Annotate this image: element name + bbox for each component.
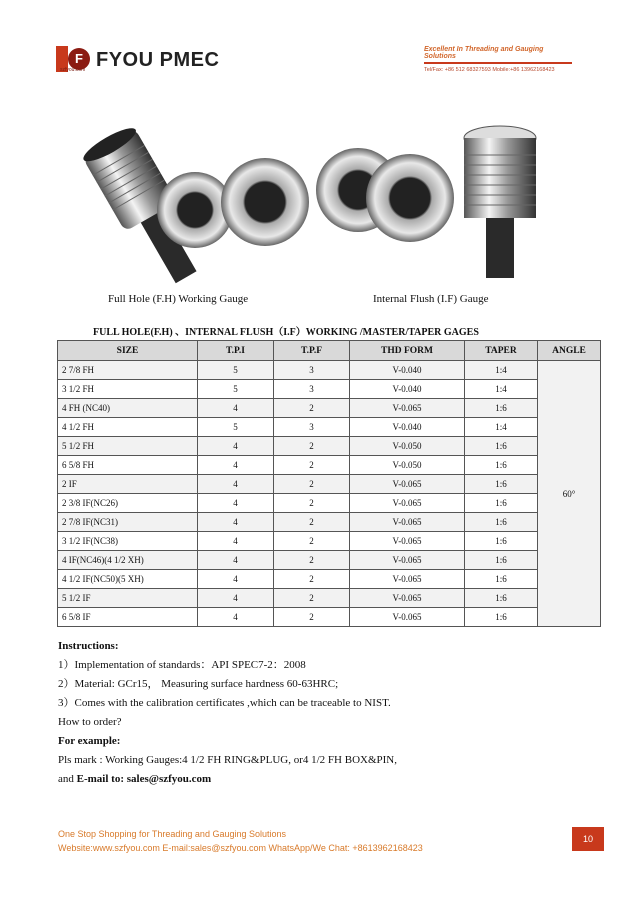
cell-taper: 1:6: [465, 456, 538, 475]
email-prefix: and: [58, 773, 77, 785]
instructions-heading: Instructions:: [58, 640, 119, 652]
cell-tpi: 4: [198, 513, 274, 532]
cell-tpf: 2: [274, 570, 350, 589]
gauge-spec-table: [57, 340, 601, 627]
col-header-angle: ANGLE: [538, 341, 601, 361]
header-rule: [424, 62, 572, 64]
cell-tpf: 2: [274, 475, 350, 494]
cell-tpi: 4: [198, 437, 274, 456]
header-contact-block: [424, 46, 574, 73]
cell-thd-form: V-0.065: [350, 589, 465, 608]
page-number: 10: [572, 827, 604, 851]
cell-tpf: 2: [274, 551, 350, 570]
cell-size: 2 7/8 IF(NC31): [58, 513, 198, 532]
cell-thd-form: V-0.065: [350, 513, 465, 532]
cell-size: 3 1/2 IF(NC38): [58, 532, 198, 551]
cell-tpi: 4: [198, 456, 274, 475]
cell-size: 4 IF(NC46)(4 1/2 XH): [58, 551, 198, 570]
col-header-tpi: T.P.I: [198, 341, 274, 361]
instructions-block: [58, 637, 397, 789]
gauges-illustration: [60, 120, 580, 290]
cell-tpf: 2: [274, 456, 350, 475]
cell-thd-form: V-0.040: [350, 418, 465, 437]
table-row: [58, 399, 601, 418]
col-header-taper: TAPER: [465, 341, 538, 361]
cell-size: 4 1/2 IF(NC50)(5 XH): [58, 570, 198, 589]
cell-thd-form: V-0.065: [350, 608, 465, 627]
cell-tpi: 4: [198, 589, 274, 608]
cell-tpi: 4: [198, 570, 274, 589]
email-line: [58, 770, 397, 789]
instruction-line: 3）Comes with the calibration certificates ,which can be traceable to NIST.: [58, 697, 391, 709]
cell-taper: 1:4: [465, 380, 538, 399]
cell-tpi: 4: [198, 475, 274, 494]
cell-taper: 1:6: [465, 437, 538, 456]
fh-thick-ring: [221, 158, 309, 246]
cell-tpi: 5: [198, 418, 274, 437]
logo-subtext: szfyou.com: [60, 67, 86, 73]
cell-thd-form: V-0.065: [350, 475, 465, 494]
product-photos: [60, 120, 580, 290]
cell-size: 5 1/2 FH: [58, 437, 198, 456]
table-row: [58, 475, 601, 494]
cell-tpi: 4: [198, 551, 274, 570]
cell-taper: 1:4: [465, 418, 538, 437]
page-header: [56, 40, 576, 76]
example-heading: For example:: [58, 735, 121, 747]
table-row: [58, 380, 601, 399]
instruction-line: 1）Implementation of standards：API SPEC7-2：2008: [58, 659, 306, 671]
table-row: [58, 494, 601, 513]
if-plug-gauge: [464, 126, 536, 278]
table-header-row: [58, 341, 601, 361]
header-contact: Tel/Fax: +86 512 68327593 Mobile:+86 13962168423: [424, 67, 555, 73]
cell-size: 5 1/2 IF: [58, 589, 198, 608]
header-slogan: Excellent In Threading and Gauging Solutions: [424, 46, 544, 60]
cell-taper: 1:6: [465, 475, 538, 494]
cell-thd-form: V-0.050: [350, 456, 465, 475]
cell-tpi: 4: [198, 532, 274, 551]
col-header-thd-form: THD FORM: [350, 341, 465, 361]
cell-size: 2 IF: [58, 475, 198, 494]
cell-tpf: 2: [274, 532, 350, 551]
fh-thin-ring: [157, 172, 233, 248]
cell-taper: 1:4: [465, 361, 538, 380]
cell-tpf: 3: [274, 380, 350, 399]
email-link[interactable]: E-mail to: sales@szfyou.com: [76, 773, 212, 785]
table-row: [58, 456, 601, 475]
table-row: [58, 570, 601, 589]
cell-taper: 1:6: [465, 589, 538, 608]
company-logo: F: [56, 46, 82, 72]
cell-thd-form: V-0.065: [350, 551, 465, 570]
cell-thd-form: V-0.065: [350, 399, 465, 418]
cell-thd-form: V-0.040: [350, 380, 465, 399]
cell-size: 3 1/2 FH: [58, 380, 198, 399]
cell-tpi: 5: [198, 380, 274, 399]
table-row: [58, 361, 601, 380]
cell-tpf: 2: [274, 399, 350, 418]
table-row: [58, 589, 601, 608]
col-header-tpf: T.P.F: [274, 341, 350, 361]
cell-thd-form: V-0.065: [350, 570, 465, 589]
cell-taper: 1:6: [465, 399, 538, 418]
cell-tpf: 2: [274, 513, 350, 532]
cell-tpi: 4: [198, 494, 274, 513]
cell-tpi: 4: [198, 399, 274, 418]
cell-tpf: 2: [274, 494, 350, 513]
cell-angle: 60°: [538, 361, 601, 627]
cell-size: 6 5/8 FH: [58, 456, 198, 475]
cell-size: 2 3/8 IF(NC26): [58, 494, 198, 513]
cell-tpi: 4: [198, 608, 274, 627]
footer-slogan: One Stop Shopping for Threading and Gauging Solutions: [58, 829, 286, 839]
example-line: Pls mark : Working Gauges:4 1/2 FH RING&PLUG, or4 1/2 FH BOX&PIN,: [58, 754, 398, 766]
table-row: [58, 532, 601, 551]
table-row: [58, 608, 601, 627]
cell-size: 6 5/8 IF: [58, 608, 198, 627]
cell-thd-form: V-0.065: [350, 532, 465, 551]
cell-taper: 1:6: [465, 513, 538, 532]
cell-tpf: 2: [274, 608, 350, 627]
cell-tpf: 2: [274, 589, 350, 608]
cell-taper: 1:6: [465, 608, 538, 627]
cell-thd-form: V-0.040: [350, 361, 465, 380]
caption-if-gauge: Internal Flush (I.F) Gauge: [373, 293, 489, 305]
cell-tpi: 5: [198, 361, 274, 380]
if-thick-ring: [366, 154, 454, 242]
cell-size: 4 1/2 FH: [58, 418, 198, 437]
cell-tpf: 3: [274, 418, 350, 437]
cell-taper: 1:6: [465, 570, 538, 589]
order-question: How to order?: [58, 716, 122, 728]
instruction-line: 2）Material: GCr15， Measuring surface hardness 60-63HRC;: [58, 678, 339, 690]
table-row: [58, 437, 601, 456]
caption-fh-gauge: Full Hole (F.H) Working Gauge: [108, 293, 249, 305]
col-header-size: SIZE: [58, 341, 198, 361]
cell-tpf: 2: [274, 437, 350, 456]
table-row: [58, 551, 601, 570]
cell-tpf: 3: [274, 361, 350, 380]
table-title: FULL HOLE(F.H) 、INTERNAL FLUSH（I.F）WORKING /MASTER/TAPER GAGES: [93, 327, 479, 338]
cell-taper: 1:6: [465, 551, 538, 570]
cell-size: 4 FH (NC40): [58, 399, 198, 418]
cell-size: 2 7/8 FH: [58, 361, 198, 380]
cell-taper: 1:6: [465, 532, 538, 551]
cell-taper: 1:6: [465, 494, 538, 513]
table-row: [58, 513, 601, 532]
table-row: [58, 418, 601, 437]
cell-thd-form: V-0.050: [350, 437, 465, 456]
footer-contact: Website:www.szfyou.com E-mail:sales@szfyou.com WhatsApp/We Chat: +8613962168423: [58, 843, 423, 853]
brand-name: FYOU PMEC: [96, 49, 220, 71]
cell-thd-form: V-0.065: [350, 494, 465, 513]
page-footer: [58, 827, 423, 855]
